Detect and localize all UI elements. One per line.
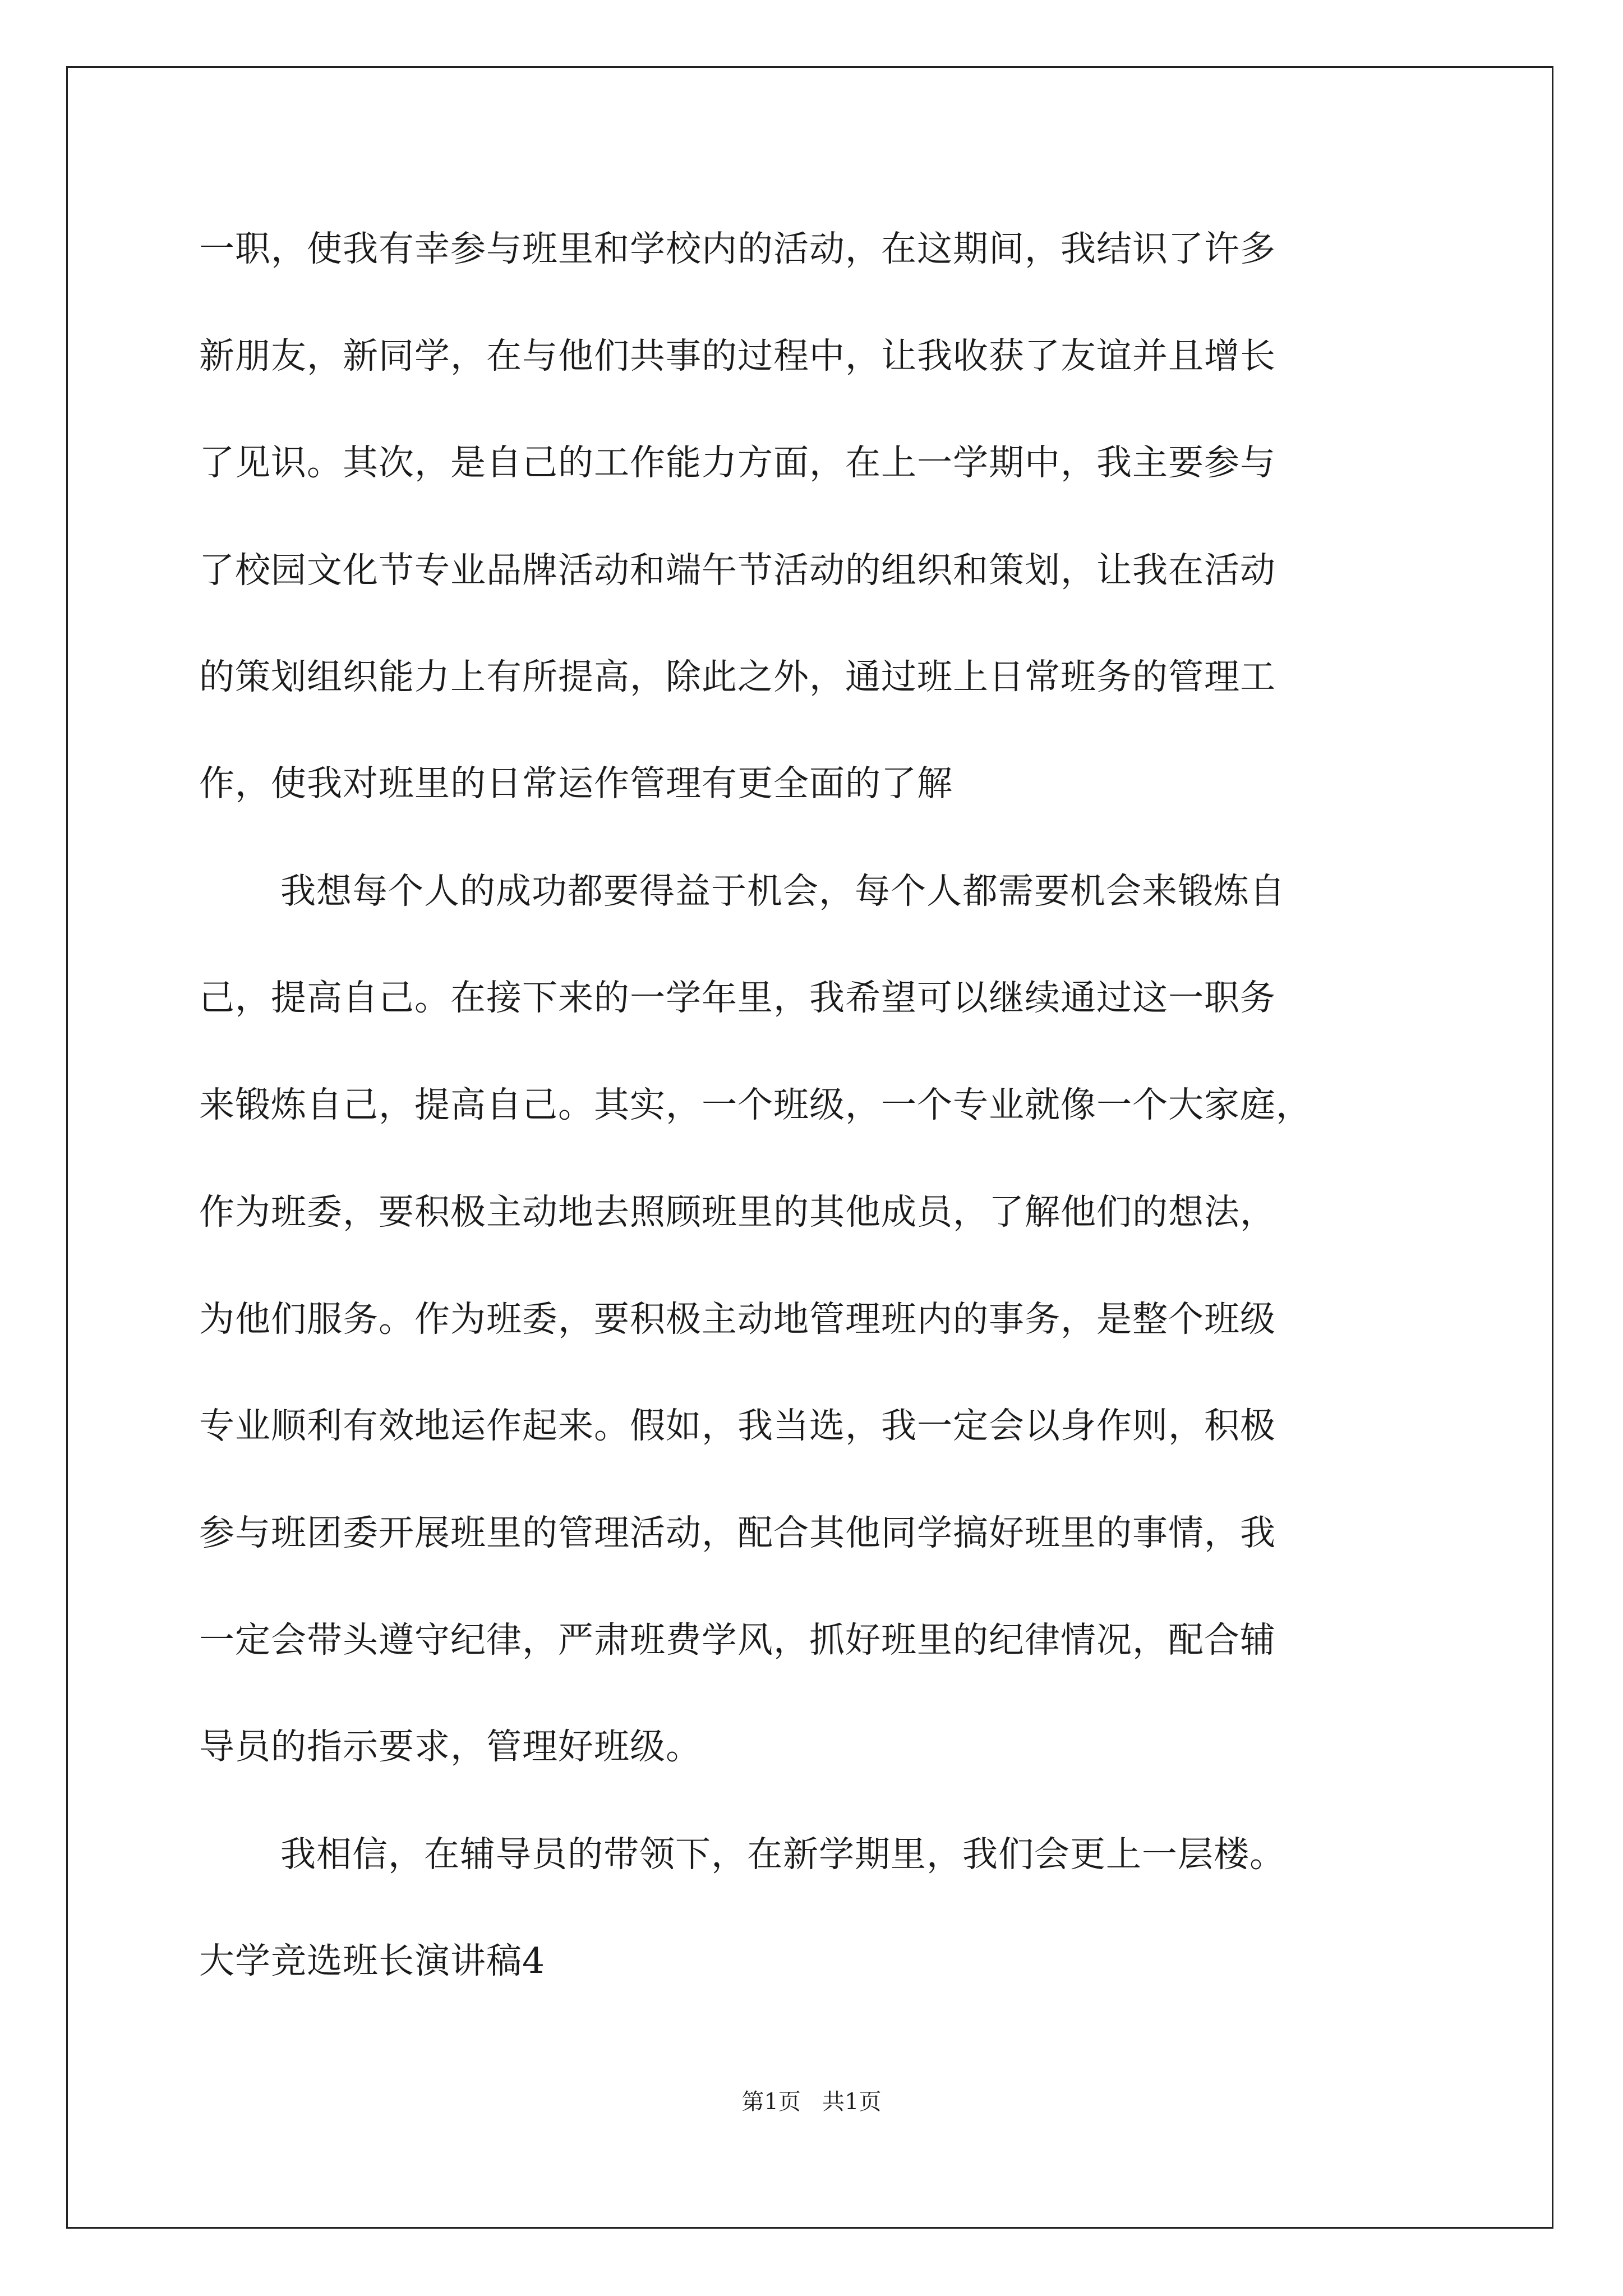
text-line: 专业顺利有效地运作起来。假如，我当选，我一定会以身作则，积极 [199, 1405, 1276, 1446]
text-line: 作，使我对班里的日常运作管理有更全面的了解 [199, 763, 953, 804]
text-line: 作为班委，要积极主动地去照顾班里的其他成员，了解他们的想法， [199, 1191, 1276, 1232]
text-line: 导员的指示要求，管理好班级。 [199, 1726, 702, 1767]
text-line: 参与班团委开展班里的管理活动，配合其他同学搞好班里的事情，我 [199, 1512, 1276, 1553]
text-line: 了校园文化节专业品牌活动和端午节活动的组织和策划，让我在活动 [199, 550, 1276, 591]
page-footer: 第1页 共1页 [741, 2089, 882, 2115]
text-line: 己，提高自己。在接下来的一学年里，我希望可以继续通过这一职务 [199, 977, 1276, 1018]
text-line: 新朋友，新同学，在与他们共事的过程中，让我收获了友谊并且增长 [199, 335, 1276, 376]
text-line: 一定会带头遵守纪律，严肃班费学风，抓好班里的纪律情况，配合辅 [199, 1619, 1276, 1660]
text-line: 的策划组织能力上有所提高，除此之外，通过班上日常班务的管理工 [199, 656, 1276, 697]
text-line: 为他们服务。作为班委，要积极主动地管理班内的事务，是整个班级 [199, 1299, 1276, 1340]
paragraph-first-line: 我相信，在辅导员的带领下，在新学期里，我们会更上一层楼。 [280, 1834, 1285, 1875]
paragraph-first-line: 我想每个人的成功都要得益于机会，每个人都需要机会来锻炼自 [280, 871, 1285, 912]
text-line: 了见识。其次，是自己的工作能力方面，在上一学期中，我主要参与 [199, 442, 1276, 483]
text-line: 来锻炼自己，提高自己。其实，一个班级，一个专业就像一个大家庭， [199, 1084, 1312, 1125]
section-heading: 大学竞选班长演讲稿4 [199, 1940, 546, 1981]
text-line: 一职，使我有幸参与班里和学校内的活动，在这期间，我结识了许多 [199, 228, 1276, 269]
page-border [66, 66, 1553, 2229]
